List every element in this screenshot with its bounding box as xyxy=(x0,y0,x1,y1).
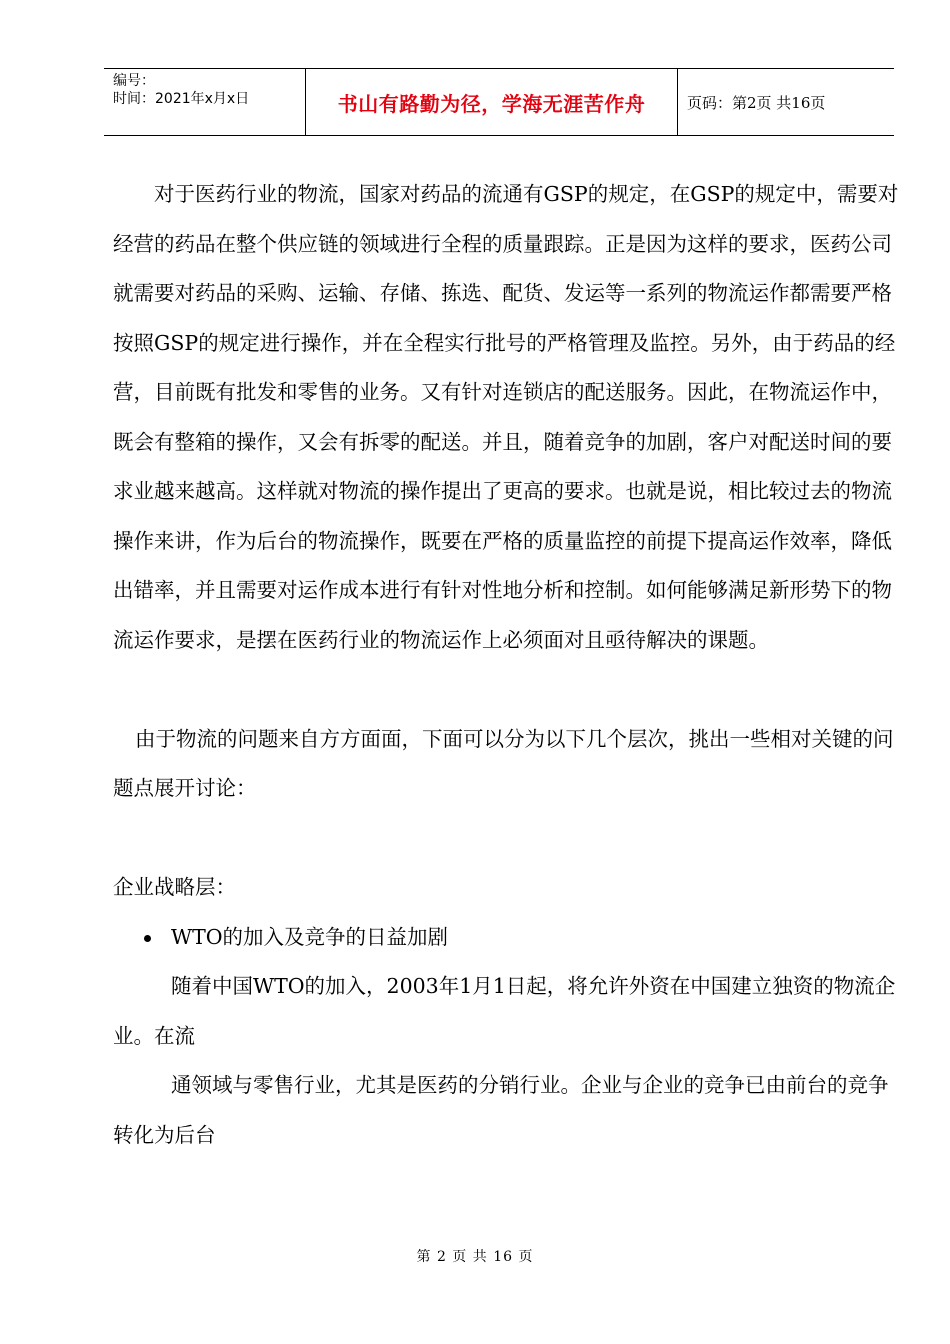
paragraph-competition: 通领域与零售行业，尤其是医药的分销行业。企业与企业的竞争已由前台的竞争转化为后台 xyxy=(113,1073,889,1147)
page-header xyxy=(104,68,894,136)
document-date-label: 时间：2021年x月x日 xyxy=(113,91,250,107)
page-footer: 第 2 页 共 16 页 xyxy=(416,1249,534,1265)
bullet-dot-icon xyxy=(144,935,151,942)
paragraph-wto: 随着中国WTO的加入，2003年1月1日起，将允许外资在中国建立独资的物流企业。在流 xyxy=(113,974,896,1048)
header-page-info: 页码：第2页 共16页 xyxy=(687,93,826,112)
paragraph-overview: 由于物流的问题来自方方面面，下面可以分为以下几个层次，挑出一些相对关键的问题点展开讨论： xyxy=(113,726,894,800)
section-heading: 企业战略层： xyxy=(113,875,236,899)
bullet-item xyxy=(113,913,903,963)
document-body xyxy=(113,170,903,1160)
paragraph-gap xyxy=(113,665,903,715)
paragraph-intro: 对于医药行业的物流，国家对药品的流通有GSP的规定，在GSP的规定中，需要对经营的药品在整个供应链的领域进行全程的质量跟踪。正是因为这样的要求，医药公司就需要对药品的采购、运输、存储、拣选、配货、发运等一系列的物流运作都需要严格按照GSP的规定进行操作，并在全程实行批号的严格管理及监控。另外，由于药品的经营，目前既有批发和零售的业务。又有针对连锁店的配送服务。因此，在物流运作中，既会有整箱的操作，又会有拆零的配送。并且，随着竞争的加剧，客户对配送时间的要求业越来越高。这样就对物流的操作提出了更高的要求。也就是说，相比较过去的物流操作来讲，作为后台的物流操作，既要在严格的质量监控的前提下提高运作效率，降低出错率，并且需要对运作成本进行有针对性地分析和控制。如何能够满足新形势下的物流运作要求，是摆在医药行业的物流运作上必须面对且亟待解决的课题。 xyxy=(113,182,899,652)
header-motto: 书山有路勤为径，学海无涯苦作舟 xyxy=(306,69,678,135)
document-number-label: 编号： xyxy=(113,73,155,89)
paragraph-gap xyxy=(113,814,903,864)
header-meta-cell xyxy=(104,69,306,135)
bullet-text: WTO的加入及竞争的日益加剧 xyxy=(171,924,449,949)
